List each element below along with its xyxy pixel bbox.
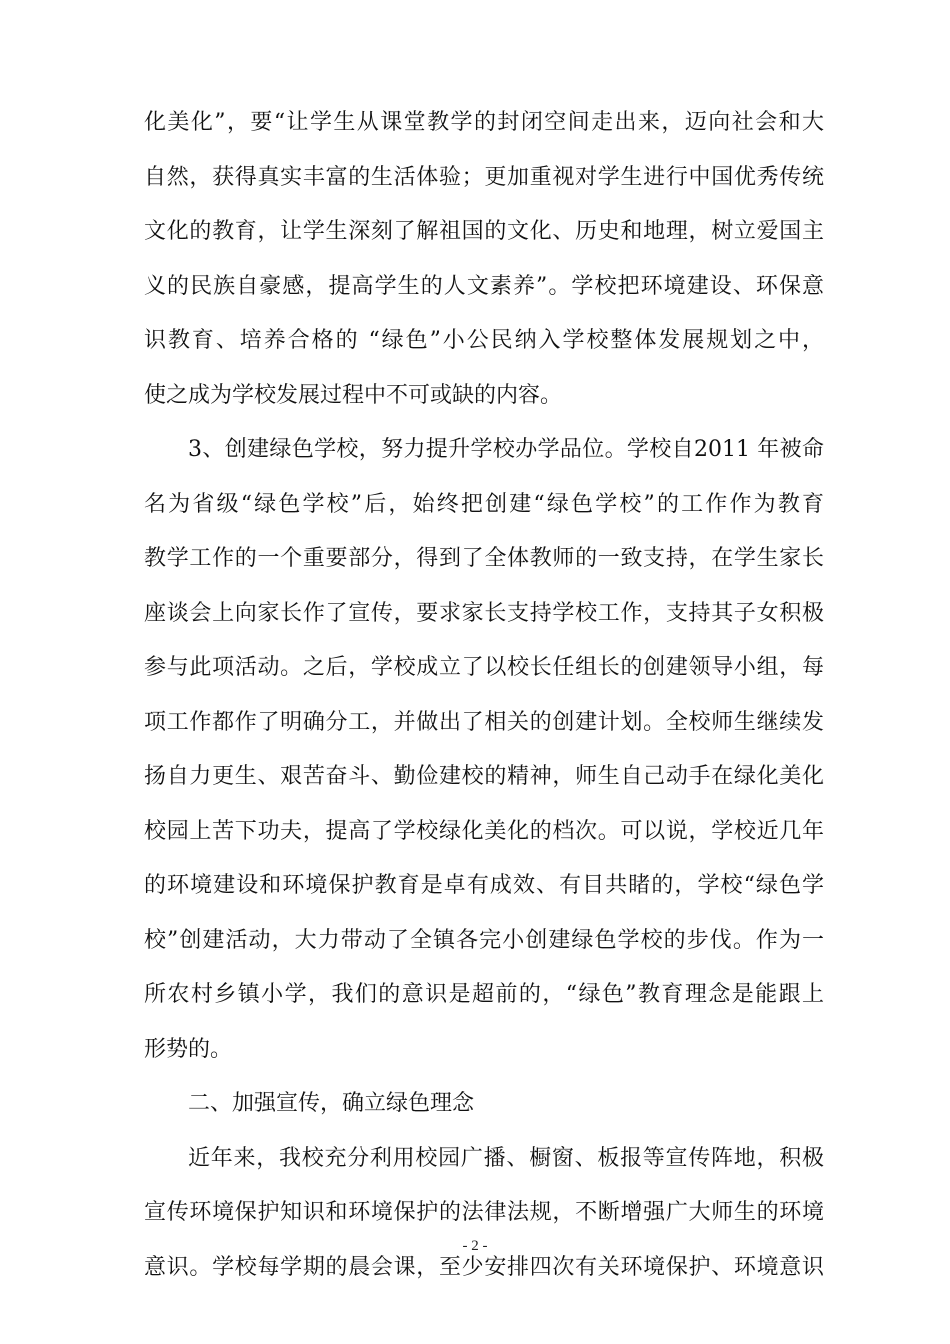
text-line: 化美化”，要“让学生从课堂教学的封闭空间走出来，迈向社会和大 xyxy=(144,110,824,135)
paragraph-continuation xyxy=(144,96,824,423)
text-line: 识教育、培养合格的 “绿色”小公民纳入学校整体发展规划之中， xyxy=(144,328,824,353)
paragraph-publicity xyxy=(144,1132,824,1296)
text-line: 参与此项活动。之后，学校成立了以校长任组长的创建领导小组，每 xyxy=(144,655,824,680)
page-number: - 2 - xyxy=(462,1238,488,1254)
text-line: 扬自力更生、艰苦奋斗、勤俭建校的精神，师生自己动手在绿化美化 xyxy=(144,764,824,789)
text-line: 校”创建活动，大力带动了全镇各完小创建绿色学校的步伐。作为一 xyxy=(144,927,824,953)
text-line: 座谈会上向家长作了宣传，要求家长支持学校工作，支持其子女积极 xyxy=(144,600,824,626)
section-heading xyxy=(144,1077,824,1132)
document-body xyxy=(144,96,824,1295)
text-line: 所农村乡镇小学，我们的意识是超前的，“绿色”教育理念是能跟上 xyxy=(144,982,824,1007)
text-line: 项工作都作了明确分工，并做出了相关的创建计划。全校师生继续发 xyxy=(144,709,824,735)
text-line: 名为省级“绿色学校”后，始终把创建“绿色学校”的工作作为教育 xyxy=(144,491,824,517)
text-line: 意识。学校每学期的晨会课，至少安排四次有关环境保护、环境意识 xyxy=(144,1254,824,1280)
text-line: 文化的教育，让学生深刻了解祖国的文化、历史和地理，树立爱国主 xyxy=(144,219,824,244)
text-line: 形势的。 xyxy=(144,1036,233,1062)
text-line: 近年来，我校充分利用校园广播、橱窗、板报等宣传阵地，积极 xyxy=(188,1145,824,1171)
text-line: 使之成为学校发展过程中不可或缺的内容。 xyxy=(144,382,563,408)
text-line: 宣传环境保护知识和环境保护的法律法规，不断增强广大师生的环境 xyxy=(144,1200,824,1225)
text-line: 教学工作的一个重要部分，得到了全体教师的一致支持，在学生家长 xyxy=(144,546,824,571)
text-line: 义的民族自豪感，提高学生的人文素养”。学校把环境建设、环保意 xyxy=(144,273,824,299)
heading-text: 二、加强宣传，确立绿色理念 xyxy=(188,1091,475,1116)
paragraph-green-school xyxy=(144,423,824,1077)
text-line: 校园上苦下功夫，提高了学校绿化美化的档次。可以说，学校近几年 xyxy=(144,818,824,844)
text-line: 的环境建设和环境保护教育是卓有成效、有目共睹的，学校“绿色学 xyxy=(144,873,824,898)
text-line: 3、创建绿色学校，努力提升学校办学品位。学校自2011 年被命 xyxy=(188,437,824,462)
text-line: 自然，获得真实丰富的生活体验；更加重视对学生进行中国优秀传统 xyxy=(144,164,824,190)
